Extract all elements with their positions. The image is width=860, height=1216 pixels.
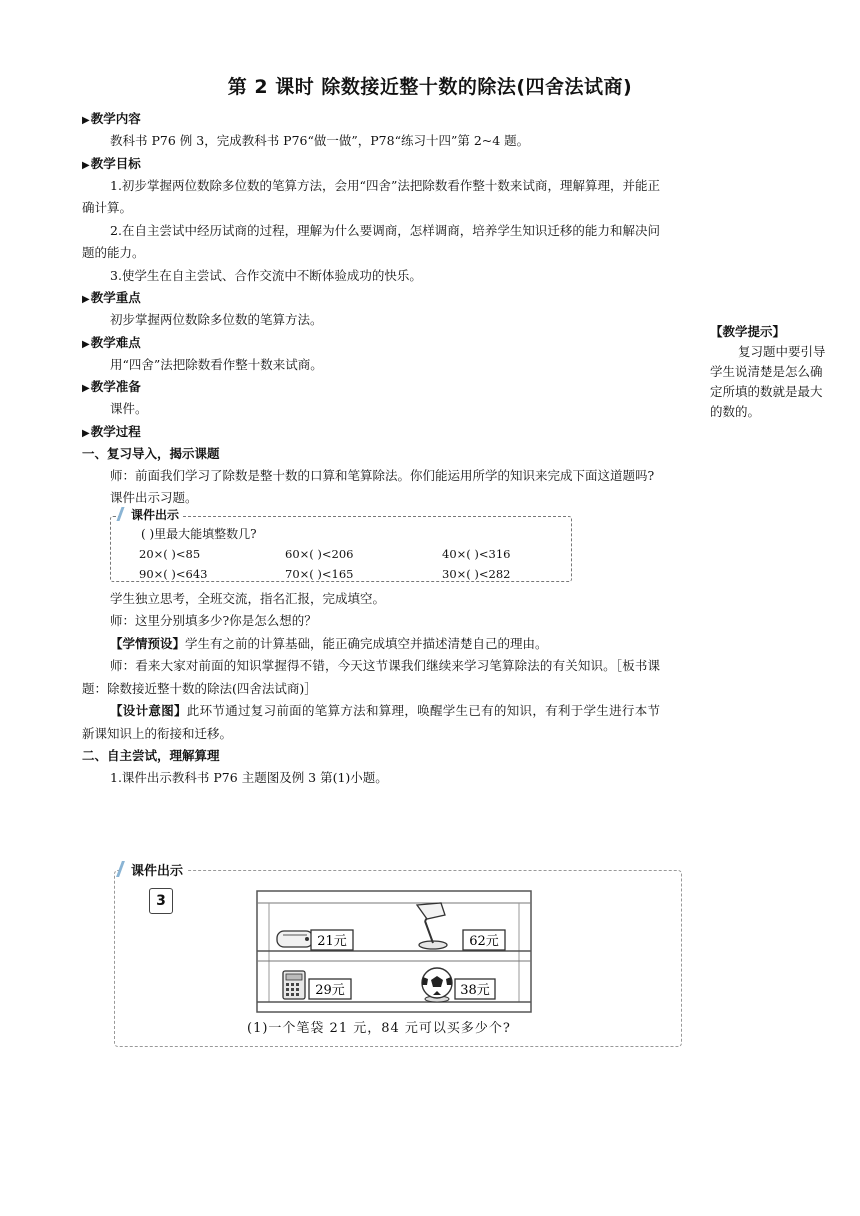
preset-text: 学生有之前的计算基础，能正确完成填空并描述清楚自己的理由。 bbox=[185, 635, 548, 651]
teaching-tip-text: 复习题中要引导学生说清楚是怎么确定所填的数就是最大的数的。 bbox=[710, 344, 826, 419]
figure-box-label-text: 课件出示 bbox=[131, 864, 184, 879]
triangle-icon: ▶ bbox=[82, 383, 90, 394]
section-1-para-5 bbox=[82, 633, 660, 656]
design-text: 此环节通过复习前面的笔算方法和算理，唤醒学生已有的知识，有利于学生进行本节新课知识上的衔接和迁移。 bbox=[82, 703, 660, 741]
exercise-item: 30×( )<282 bbox=[442, 566, 511, 581]
football-icon bbox=[422, 968, 452, 1002]
section-2-para-1: 1.课件出示教科书 P76 主题图及例 3 第(1)小题。 bbox=[110, 770, 388, 785]
exercise-box-label bbox=[119, 506, 183, 523]
triangle-icon: ▶ bbox=[82, 159, 90, 171]
goal-2: 2.在自主尝试中经历试商的过程，理解为什么要调商，怎样调商，培养学生知识迁移的能力和解决问题的能力。 bbox=[82, 222, 660, 260]
goal-3: 3.使学生在自主尝试、合作交流中不断体验成功的快乐。 bbox=[110, 267, 422, 283]
exercise-item: 70×( )<165 bbox=[285, 566, 354, 581]
exercise-question: ( )里最大能填整数几? bbox=[141, 526, 257, 541]
teaching-tip bbox=[710, 322, 834, 422]
heading-process-label: 教学过程 bbox=[90, 423, 141, 439]
heading-prep bbox=[82, 376, 660, 398]
section-1-para-2: 课件出示习题。 bbox=[110, 490, 198, 505]
calculator-icon bbox=[283, 971, 305, 999]
exercise-box-label-text: 课件出示 bbox=[131, 507, 180, 522]
heading-content-label: 教学内容 bbox=[90, 111, 141, 126]
content-text: 教科书 P76 例 3，完成教科书 P76“做一做”，P78“练习十四”第 2~4 题。 bbox=[110, 133, 530, 148]
heading-key-label: 教学重点 bbox=[90, 290, 141, 305]
section-1-para-3: 学生独立思考，全班交流，指名汇报，完成填空。 bbox=[110, 590, 386, 606]
page-title: 第 2 课时 除数接近整十数的除法(四舍法试商) bbox=[227, 76, 633, 98]
section-1-para-4: 师：这里分别填多少?你是怎么想的？ bbox=[110, 613, 317, 628]
teaching-tip-heading: 【教学提示】 bbox=[710, 324, 786, 339]
price-pencil-case: 21元 bbox=[317, 934, 347, 949]
price-lamp: 62元 bbox=[469, 934, 499, 949]
difficulty-text: 用“四舍”法把除数看作整十数来试商。 bbox=[110, 356, 323, 372]
heading-goal bbox=[82, 153, 660, 175]
heading-difficulty-label: 教学难点 bbox=[90, 334, 141, 350]
section-1-para-6: 师：看来大家对前面的知识掌握得不错，今天这节课我们继续来学习笔算除法的有关知识。［板书课题：除数接近整十数的除法(四舍法试商)］ bbox=[82, 658, 660, 696]
heading-content bbox=[82, 108, 660, 130]
example-number-badge: 3 bbox=[149, 888, 173, 914]
goal-1: 1.初步掌握两位数除多位数的笔算方法，会用“四舍”法把除数看作整十数来试商，理解算理，并能正确计算。 bbox=[82, 177, 660, 215]
prep-text: 课件。 bbox=[110, 401, 148, 416]
exercise-item: 60×( )<206 bbox=[285, 546, 354, 561]
triangle-icon: ▶ bbox=[82, 338, 90, 350]
heading-key bbox=[82, 287, 660, 309]
tag-preset: 【学情预设】 bbox=[110, 635, 186, 651]
section-1-para-1: 师：前面我们学习了除数是整十数的口算和笔算除法。你们能运用所学的知识来完成下面这道题吗? bbox=[110, 467, 655, 483]
triangle-icon: ▶ bbox=[82, 115, 90, 126]
desk-lamp-icon bbox=[417, 903, 447, 949]
heading-goal-label: 教学目标 bbox=[90, 155, 141, 171]
triangle-icon: ▶ bbox=[82, 427, 90, 439]
section-1-para-7 bbox=[82, 700, 660, 745]
triangle-icon: ▶ bbox=[82, 294, 90, 305]
key-text: 初步掌握两位数除多位数的笔算方法。 bbox=[110, 312, 323, 327]
example-question: (1)一个笔袋 21 元，84 元可以买多少个? bbox=[247, 1021, 511, 1036]
section-1-title: 一、复习导入，揭示课题 bbox=[82, 445, 220, 461]
example-figure-box bbox=[114, 864, 682, 1047]
heading-process bbox=[82, 421, 660, 443]
exercise-item: 20×( )<85 bbox=[139, 546, 201, 561]
exercise-item: 90×( )<643 bbox=[139, 566, 208, 581]
heading-difficulty bbox=[82, 332, 660, 354]
price-calculator: 29元 bbox=[315, 983, 345, 998]
main-content bbox=[82, 108, 660, 790]
tag-design: 【设计意图】 bbox=[110, 703, 187, 718]
exercise-box bbox=[110, 507, 572, 582]
price-football: 38元 bbox=[460, 983, 490, 998]
section-2-title: 二、自主尝试，理解算理 bbox=[82, 748, 220, 763]
exercise-item: 40×( )<316 bbox=[442, 546, 511, 561]
pencil-case-icon bbox=[277, 931, 313, 947]
heading-prep-label: 教学准备 bbox=[90, 379, 141, 394]
